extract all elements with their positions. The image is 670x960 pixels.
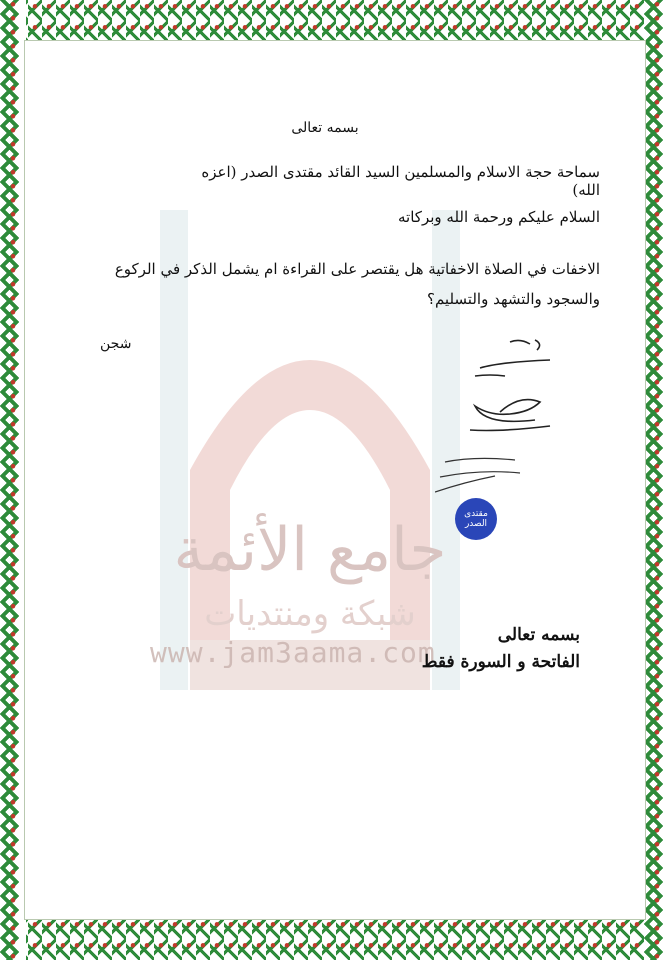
handwritten-answer-signature (440, 330, 560, 450)
decorative-border-bottom (0, 918, 670, 960)
decorative-border-right (644, 0, 670, 960)
letter-signoff: شجن (100, 336, 132, 352)
letter-heading: بسمه تعالى (291, 120, 359, 136)
answer-body: الفاتحة و السورة فقط (421, 652, 580, 672)
decorative-border-top (0, 0, 670, 42)
letter-greeting: السلام عليكم ورحمة الله وبركاته (398, 208, 600, 226)
decorative-border-left (0, 0, 26, 960)
watermark-arabic-name: جامع الأئمة (173, 515, 447, 585)
official-seal-icon: مقتدى الصدر (455, 498, 497, 540)
letter-addressee: سماحة حجة الاسلام والمسلمين السيد القائد مقتدى الصدر (اعزه الله) (201, 163, 600, 199)
watermark-arabic-subtitle: شبكة ومنتديات (204, 594, 416, 634)
handwritten-date (435, 452, 525, 502)
letter-question: الاخفات في الصلاة الاخفاتية هل يقتصر على القراءة ام يشمل الذكر في الركوع والسجود والتشهد والتسليم؟ (114, 260, 600, 308)
watermark-site-url: www.jam3aama.com (150, 636, 436, 669)
answer-heading: بسمه تعالى (497, 625, 580, 645)
